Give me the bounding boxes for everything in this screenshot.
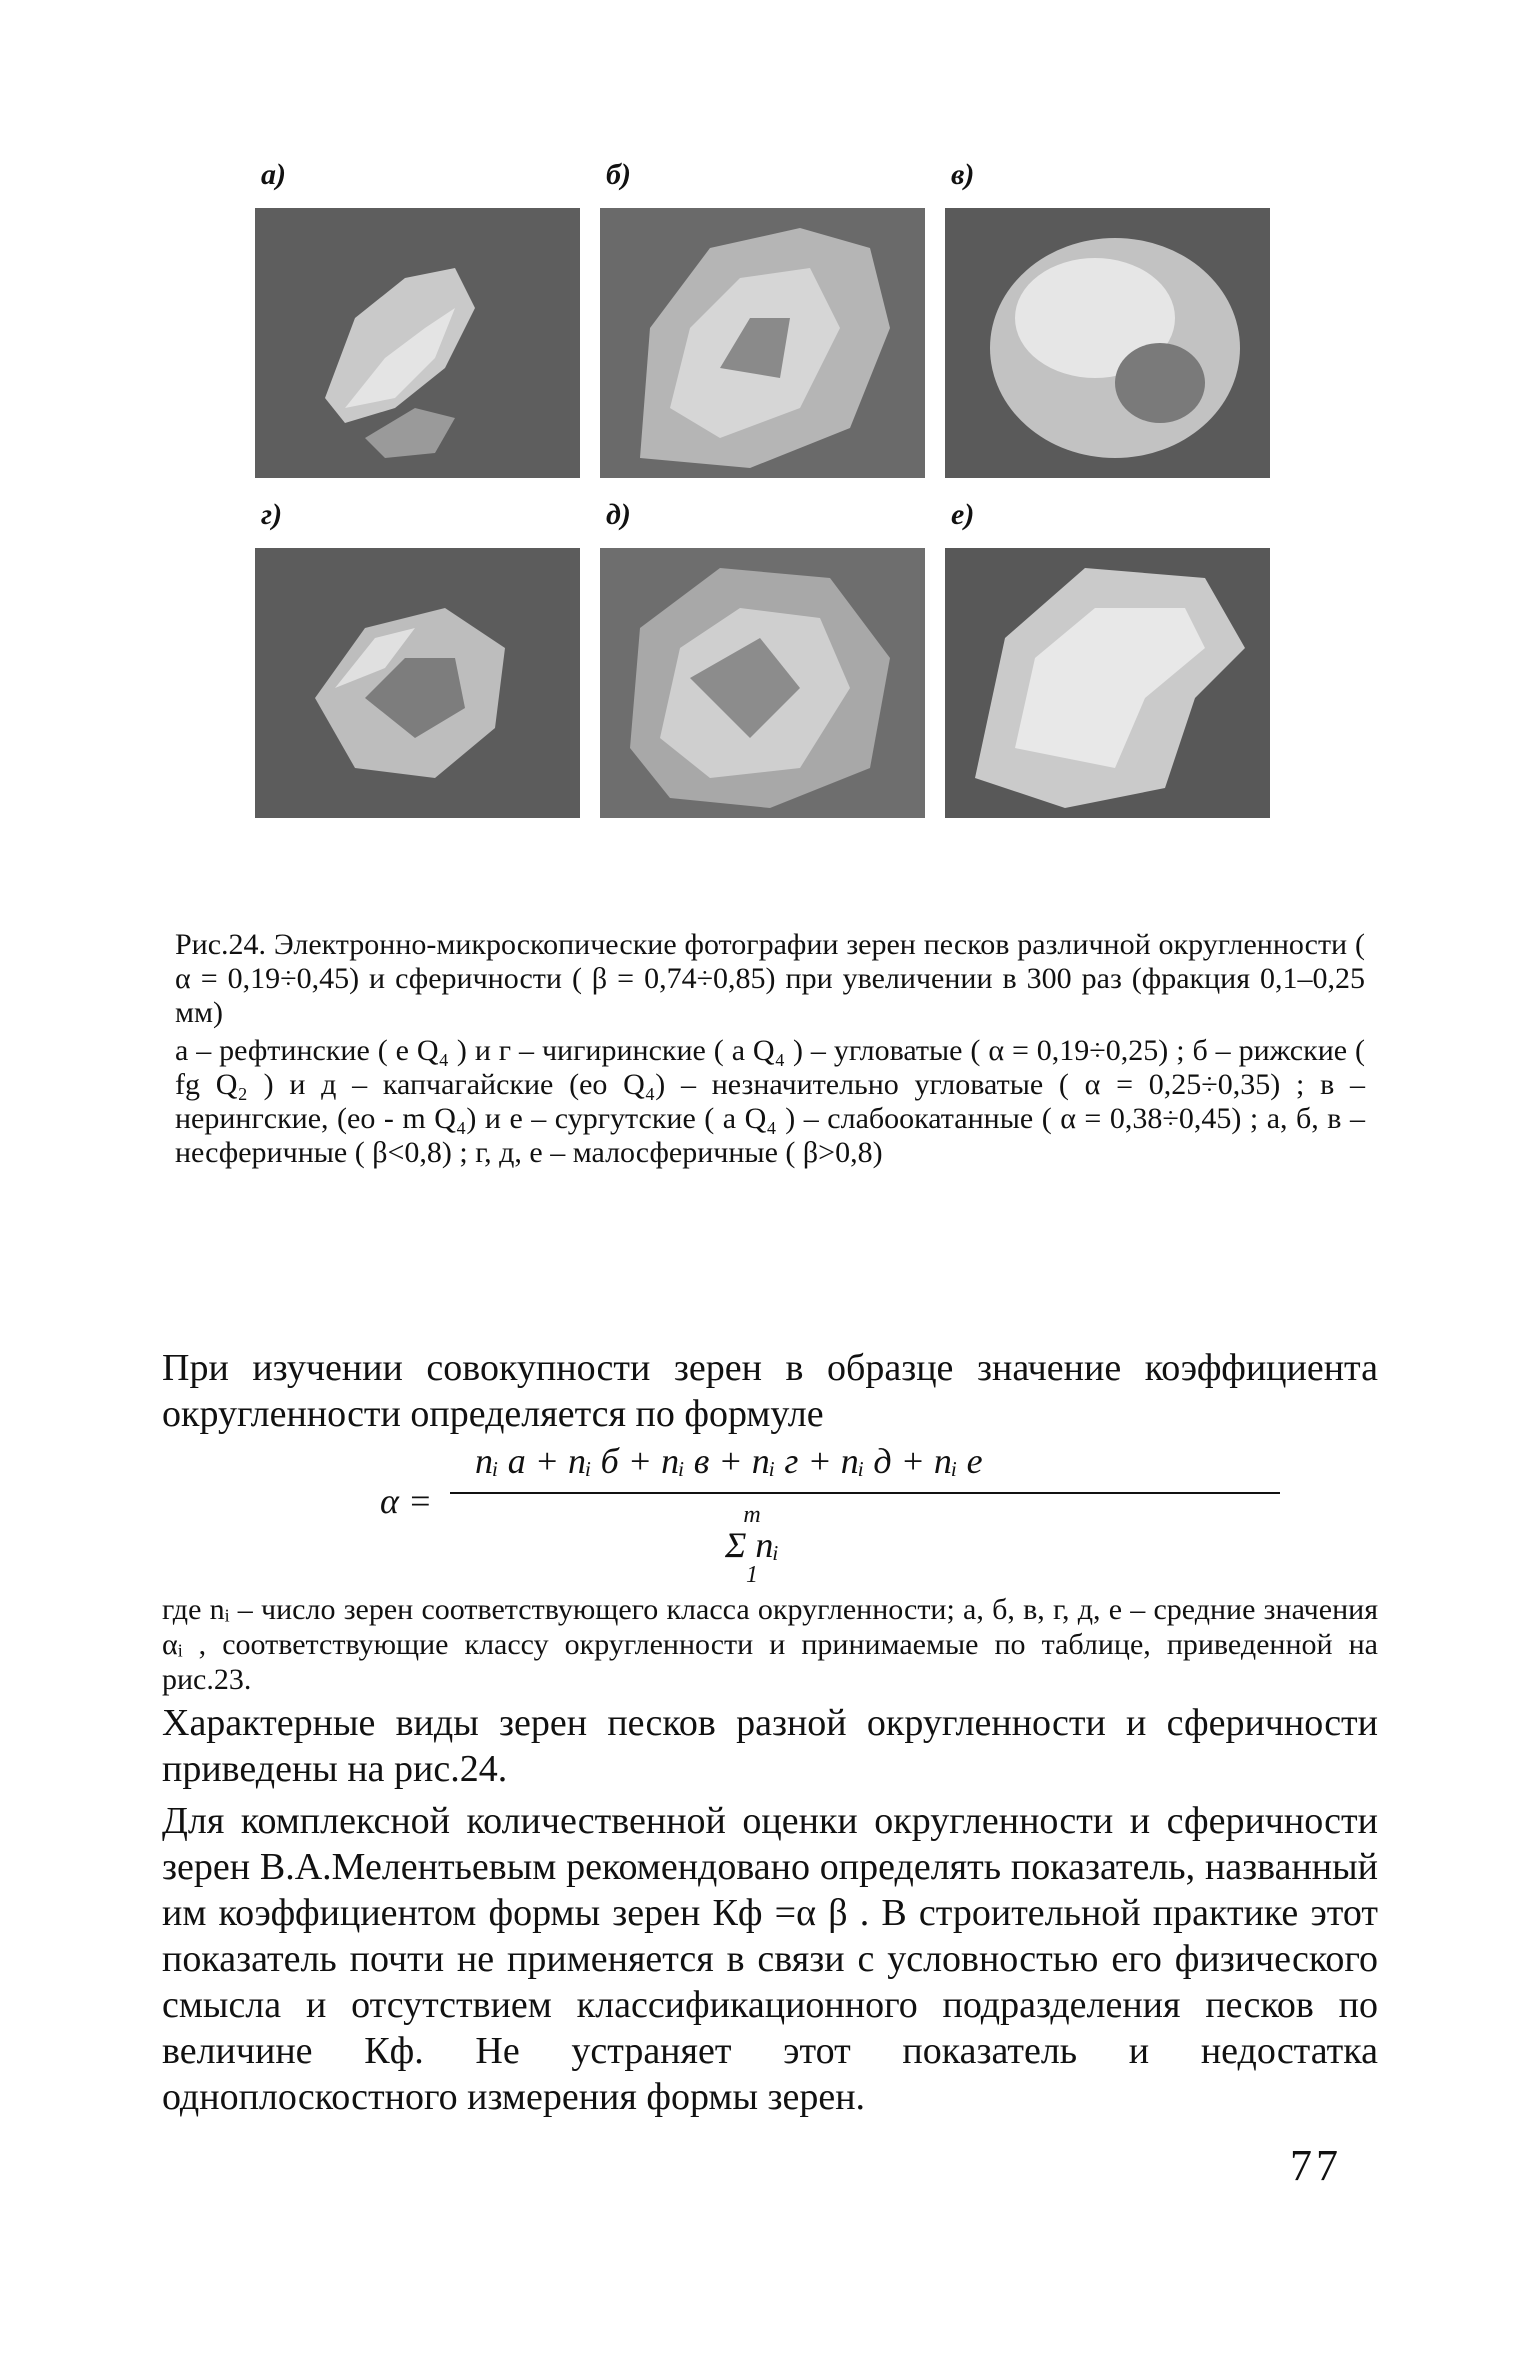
panel-label: а) — [261, 158, 286, 191]
paragraph-grain-types: Характерные виды зерен песков разной округленности и сферичности приведены на рис.24. — [162, 1702, 1378, 1790]
panel-label: д) — [606, 498, 631, 531]
panel-label: г) — [261, 498, 283, 531]
formula-numerator: nᵢ a + nᵢ б + nᵢ в + nᵢ г + nᵢ д + nᵢ е — [475, 1441, 983, 1481]
caption-main: Рис.24. Электронно-микроскопические фотографии зерен песков различной округленности ( α = 0,19÷0,45) и сферичности ( β = 0,74÷0,85) при увеличении в 300 раз (фракция 0,1–0,25 мм) — [175, 928, 1365, 1029]
grain-photo — [255, 208, 580, 478]
formula-denominator — [725, 1500, 779, 1590]
roundness-formula — [380, 1440, 1280, 1588]
grain-photo — [600, 548, 925, 818]
panel-label: е) — [951, 498, 975, 531]
paragraph-shape-coefficient: Для комплексной количественной оценки округленности и сферичности зерен В.А.Мелентьевым рекомендовано определять показатель, названный им коэффициентом формы зерен Кф =α β . В строительной практике этот показатель почти не применяется в связи с условностью его физического смысла и отсутствием классификационного подразделения песков по величине Кф. Не устраняет этот показатель и недостатка одноплоскостного измерения формы зерен. — [162, 1800, 1378, 2118]
caption-legend: а – рефтинские ( e Q₄ ) и г – чигиринские ( a Q₄ ) – угловатые ( α = 0,19÷0,25) ; б – рижские ( fg Q₂ ) и д – капчагайские (eo Q₄) – незначительно угловатые ( α = 0,25÷0,35) ; в – нерингские, (eo - m Q₄) и е – сургутские ( a Q₄ ) – слабоокатанные ( α = 0,38÷0,45) ; а, б, в – несферичные ( β<0,8) ; г, д, е – малосферичные ( β>0,8) — [175, 1034, 1365, 1169]
figure-caption — [175, 928, 1365, 1170]
formula-explanation: где nᵢ – число зерен соответствующего класса округленности; а, б, в, г, д, е – средние значения αᵢ , соответствующие классу округленности и принимаемые по таблице, приведенной на рис.23. — [162, 1593, 1378, 1696]
grain-photo — [255, 548, 580, 818]
sum-upper-limit: m — [743, 1502, 761, 1528]
grain-photo — [600, 208, 925, 478]
sum-expression: Σ nᵢ — [725, 1525, 780, 1565]
paragraph-intro: При изучении совокупности зерен в образце значение коэффициента округленности определяется по формуле — [162, 1347, 1378, 1435]
grain-photo — [945, 208, 1270, 478]
fraction-bar — [450, 1492, 1280, 1494]
page-number: 77 — [1290, 2141, 1342, 2190]
grain-photo — [945, 548, 1270, 818]
panel-label: б) — [606, 158, 631, 191]
formula-lhs: α = — [380, 1481, 433, 1521]
sum-lower-limit: 1 — [746, 1562, 759, 1588]
panel-label: в) — [951, 158, 975, 191]
